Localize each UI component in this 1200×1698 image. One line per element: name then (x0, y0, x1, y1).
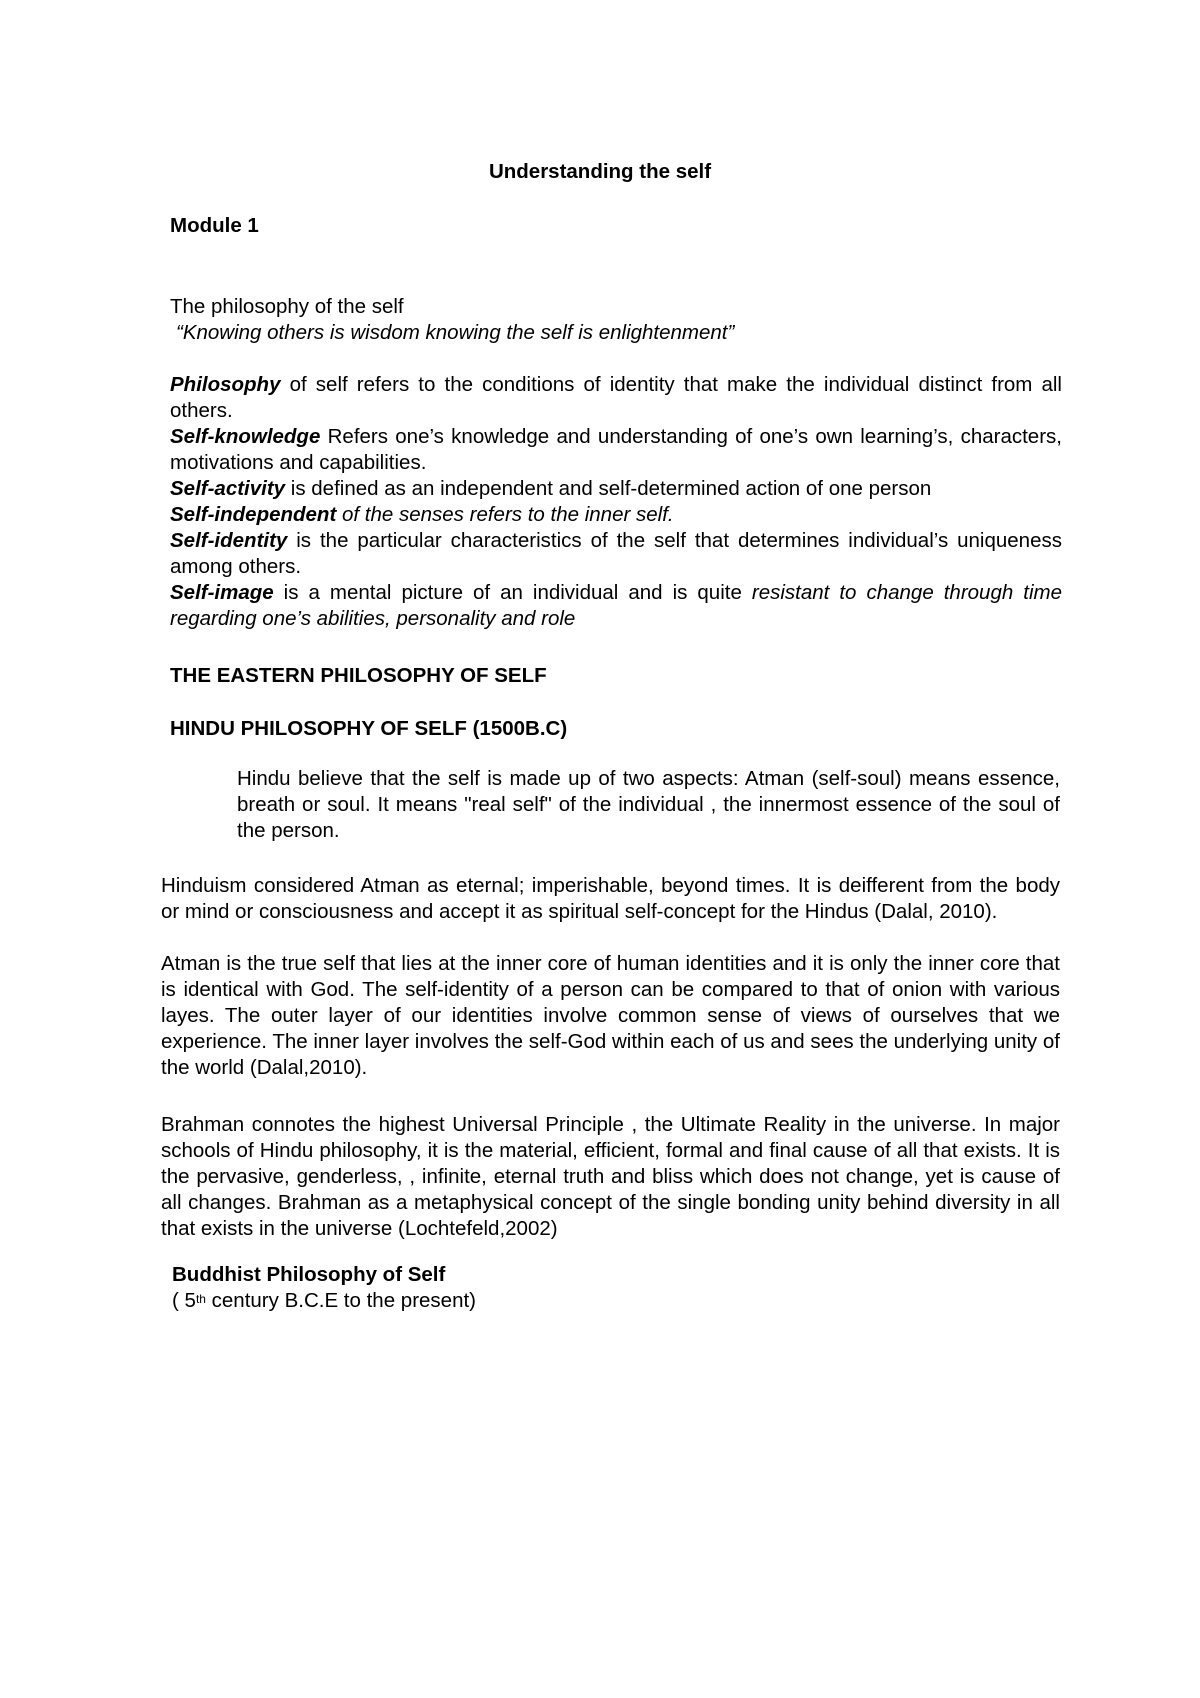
eastern-heading: THE EASTERN PHILOSOPHY OF SELF (170, 664, 547, 687)
definition-item (170, 372, 1062, 424)
definition-text: Refers one’s knowledge and understanding of one’s own learning’s, characters, motivations and capabilities. (170, 425, 1062, 474)
definition-text: of the senses refers to the inner self. (336, 503, 674, 526)
intro-heading: The philosophy of the self (170, 295, 404, 318)
brahman-paragraph: Brahman connotes the highest Universal Principle , the Ultimate Reality in the universe. In major schools of Hindu philosophy, it is the material, efficient, formal and final cause of all that exists. It is the pervasive, genderless, , infinite, eternal truth and bliss which does not change, yet is cause of all changes. Brahman as a metaphysical concept of the single bonding unity behind diversity in all that exists in the universe (Lochtefeld,2002) (161, 1113, 1060, 1240)
buddhist-section (172, 1262, 1062, 1314)
definition-item (170, 528, 1062, 580)
definition-term: Self-independent (170, 503, 337, 526)
definition-term: Self-activity (170, 477, 286, 500)
document-title: Understanding the self (488, 160, 712, 183)
module-heading: Module 1 (170, 214, 259, 237)
buddhist-sub-post: century B.C.E to the present) (205, 1289, 476, 1312)
buddhist-heading: Buddhist Philosophy of Self (172, 1263, 446, 1286)
definition-term: Philosophy (170, 373, 281, 396)
buddhist-subheading (172, 1288, 1062, 1314)
definition-text: is the particular characteristics of the self that determines individual’s uniqueness among others. (170, 529, 1062, 578)
intro-section (170, 294, 1060, 346)
atman-paragraph-2: Atman is the true self that lies at the inner core of human identities and it is only the inner core that is identical with God. The self-identity of a person can be compared to that of onion with various layes. The outer layer of our identities involve common sense of views of ourselves that we experience. The inner layer involves the self-God within each of us and sees the underlying unity of the world (Dalal,2010). (161, 952, 1060, 1079)
atman-paragraph-1: Hinduism considered Atman as eternal; imperishable, beyond times. It is deifferent from the body or mind or consciousness and accept it as spiritual self-concept for the Hindus (Dalal, 2010). (161, 874, 1060, 923)
definition-term: Self-knowledge (170, 425, 321, 448)
definition-text: of self refers to the conditions of identity that make the individual distinct from all others. (170, 373, 1062, 422)
definition-term: Self-identity (170, 529, 288, 552)
buddhist-sub-pre: ( 5 (172, 1289, 196, 1312)
definition-item (170, 476, 1062, 502)
definition-text: is defined as an independent and self-determined action of one person (285, 477, 932, 500)
definition-item (170, 424, 1062, 476)
hindu-heading: HINDU PHILOSOPHY OF SELF (1500B.C) (170, 717, 568, 740)
definition-term: Self-image (170, 581, 274, 604)
definition-text-italic: resistant to change through time regarding one’s abilities, personality and role (170, 581, 1062, 630)
definition-item (170, 502, 1062, 528)
buddhist-sub-sup: th (195, 1292, 206, 1306)
intro-quote: “Knowing others is wisdom knowing the self is enlightenment” (176, 321, 735, 344)
hindu-indent-paragraph: Hindu believe that the self is made up of two aspects: Atman (self-soul) means essence, breath or soul. It means "real self" of the individual , the innermost essence of the soul of the person. (237, 767, 1060, 842)
definitions-list (170, 372, 1062, 632)
definition-item (170, 580, 1062, 632)
definition-text: is a mental picture of an individual and is quite (273, 581, 752, 604)
